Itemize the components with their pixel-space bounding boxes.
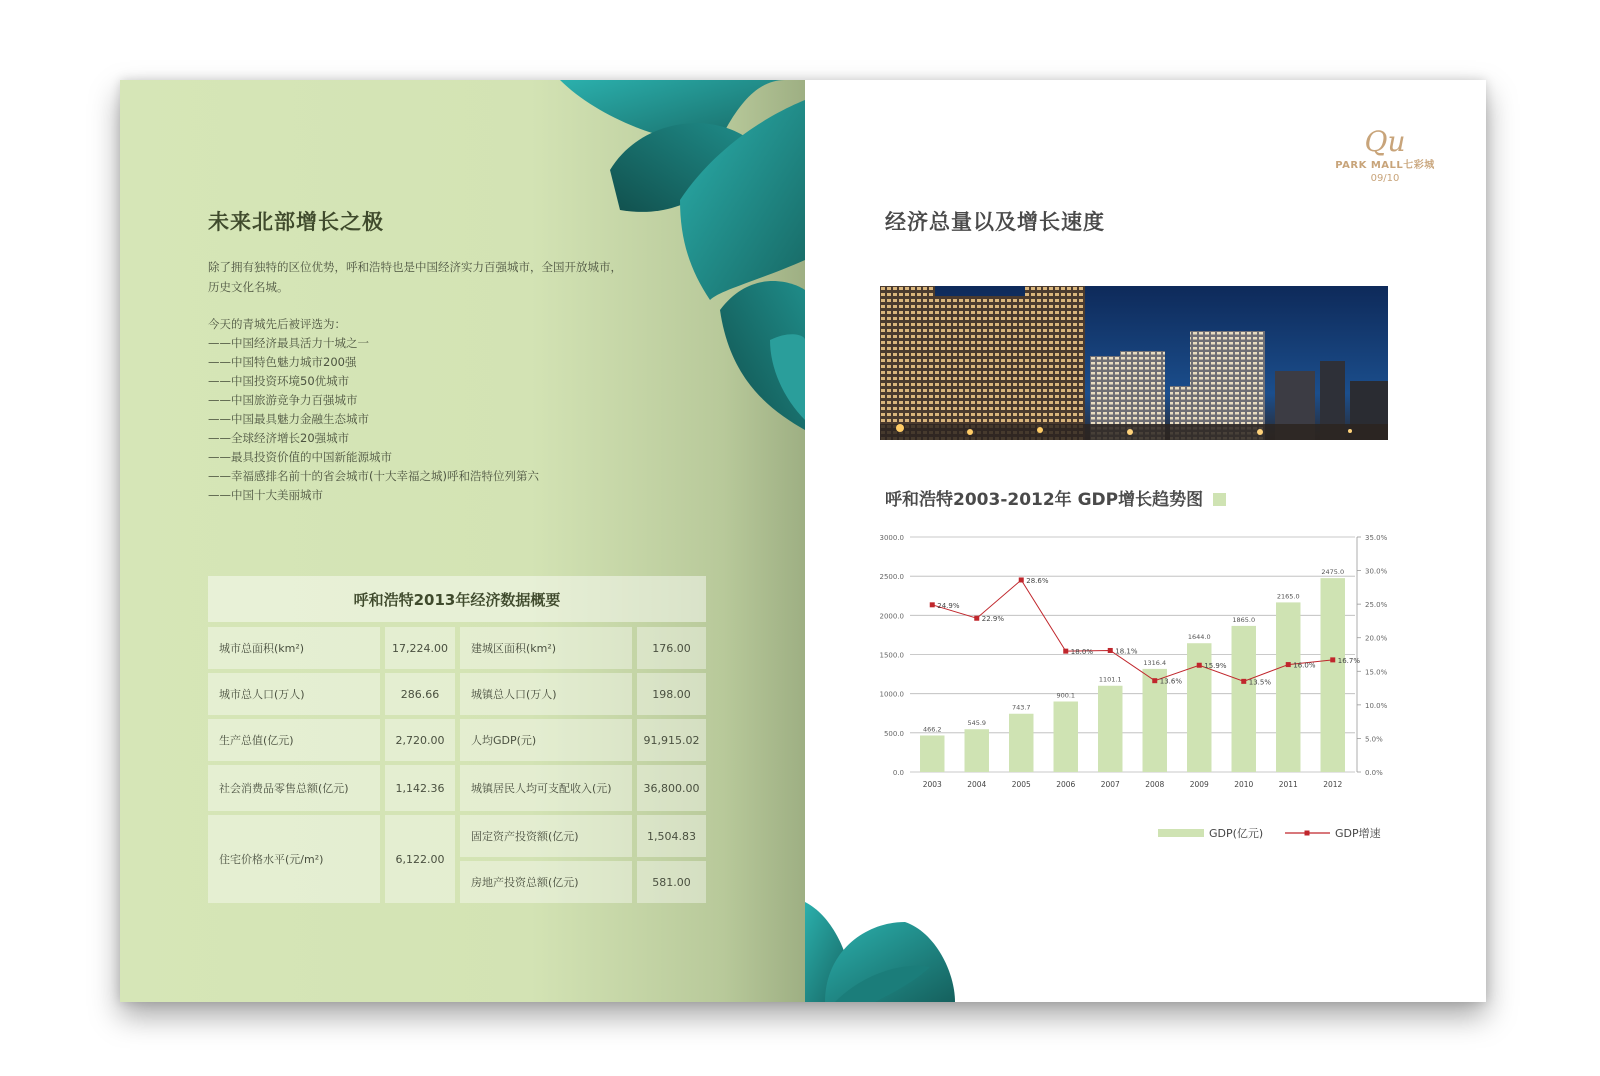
y2-tick-label: 5.0% [1365, 735, 1383, 744]
bar-value-label: 1101.1 [1098, 675, 1122, 684]
bar-value-label: 2475.0 [1321, 568, 1345, 577]
table-cell-value: 1,142.36 [385, 765, 455, 811]
list-item: ——中国特色魅力城市200强 [208, 355, 357, 369]
list-item: ——中国最具魅力金融生态城市 [208, 412, 369, 426]
table-cell-label: 固定资产投资额(亿元) [460, 815, 632, 857]
table-cell-label: 生产总值(亿元) [208, 719, 380, 761]
bar-value-label: 466.2 [922, 725, 942, 734]
growth-rate-point [1019, 577, 1024, 582]
bar-value-label: 1865.0 [1232, 615, 1256, 624]
gdp-bar [1009, 714, 1033, 772]
gdp-chart [865, 525, 1425, 855]
table-cell-value: 176.00 [637, 627, 706, 669]
park-mall-logo [1330, 125, 1440, 184]
table-cell-value: 91,915.02 [637, 719, 706, 761]
list-item: ——中国十大美丽城市 [208, 488, 323, 502]
gdp-bar [1054, 701, 1078, 772]
x-tick-label: 2005 [1011, 780, 1031, 789]
gdp-bar [1098, 686, 1122, 772]
y2-tick-label: 15.0% [1365, 668, 1388, 677]
growth-rate-label: 18.1% [1115, 647, 1138, 656]
growth-rate-point [1108, 648, 1113, 653]
growth-rate-point [1152, 678, 1157, 683]
gdp-bar [1321, 578, 1345, 772]
legend-label-growth: GDP增速 [1335, 827, 1381, 840]
right-page-title: 经济总量以及增长速度 [885, 210, 1105, 234]
y2-tick-label: 30.0% [1365, 567, 1388, 576]
y-tick-label: 1000.0 [879, 690, 904, 699]
table-cell-value: 286.66 [385, 673, 455, 715]
growth-rate-label: 13.5% [1248, 678, 1271, 687]
page-number: 09/10 [1370, 173, 1400, 184]
x-tick-label: 2007 [1100, 780, 1120, 789]
y-tick-label: 3000.0 [879, 534, 904, 542]
growth-rate-label: 15.9% [1204, 662, 1227, 671]
gdp-bar [920, 735, 944, 772]
table-title: 呼和浩特2013年经济数据概要 [208, 576, 706, 622]
legend-bar-swatch [1158, 829, 1204, 837]
list-item: ——全球经济增长20强城市 [208, 431, 350, 445]
growth-rate-line [932, 580, 1333, 681]
growth-rate-label: 18.0% [1070, 648, 1093, 657]
table-cell-label: 住宅价格水平(元/m²) [208, 815, 380, 903]
growth-rate-point [1241, 679, 1246, 684]
bar-value-label: 900.1 [1056, 691, 1076, 700]
bar-value-label: 545.9 [967, 719, 987, 728]
table-cell-label: 社会消费品零售总额(亿元) [208, 765, 380, 811]
growth-rate-point [1197, 663, 1202, 668]
intro-paragraph: 除了拥有独特的区位优势，呼和浩特也是中国经济实力百强城市，全国开放城市，历史文化名城。 [208, 260, 622, 294]
bar-value-label: 743.7 [1011, 703, 1031, 712]
growth-rate-label: 24.9% [937, 601, 960, 610]
growth-rate-point [930, 602, 935, 607]
table-cell-label: 城市总面积(km²) [208, 627, 380, 669]
table-cell-label: 城镇总人口(万人) [460, 673, 632, 715]
city-night-photo [880, 286, 1388, 440]
table-cell-value: 17,224.00 [385, 627, 455, 669]
x-tick-label: 2004 [967, 780, 987, 789]
table-cell-value: 581.00 [637, 861, 706, 903]
table-cell-label: 人均GDP(元) [460, 719, 632, 761]
x-tick-label: 2006 [1056, 780, 1076, 789]
x-tick-label: 2011 [1278, 780, 1298, 789]
y-tick-label: 1500.0 [879, 651, 904, 660]
x-tick-label: 2003 [922, 780, 942, 789]
y2-tick-label: 10.0% [1365, 701, 1388, 710]
growth-rate-label: 22.9% [981, 615, 1004, 624]
title-square-icon [1213, 493, 1226, 506]
table-cell-value: 36,800.00 [637, 765, 706, 811]
growth-rate-label: 16.7% [1337, 656, 1360, 665]
legend-label-gdp: GDP(亿元) [1209, 827, 1264, 840]
x-tick-label: 2009 [1189, 780, 1209, 789]
gdp-bar [1232, 626, 1256, 772]
list-item: ——中国投资环境50优城市 [208, 374, 350, 388]
growth-rate-point [1063, 649, 1068, 654]
x-tick-label: 2008 [1145, 780, 1165, 789]
gdp-bar [965, 729, 989, 772]
x-tick-label: 2010 [1234, 780, 1254, 789]
growth-rate-label: 16.0% [1293, 661, 1316, 670]
right-page [805, 80, 1486, 1002]
table-cell-value: 198.00 [637, 673, 706, 715]
y-tick-label: 0.0 [892, 769, 904, 777]
list-item: ——最具投资价值的中国新能源城市 [208, 450, 392, 464]
y2-tick-label: 20.0% [1365, 634, 1388, 643]
y-tick-label: 500.0 [883, 729, 904, 738]
y-tick-label: 2000.0 [879, 612, 904, 621]
left-page [120, 80, 805, 1002]
y-tick-label: 2500.0 [879, 573, 904, 582]
legend-line-marker [1305, 831, 1310, 836]
bar-value-label: 2165.0 [1276, 592, 1300, 601]
growth-rate-point [1330, 657, 1335, 662]
table-cell-value: 2,720.00 [385, 719, 455, 761]
growth-rate-point [974, 616, 979, 621]
gdp-bar [1276, 602, 1300, 772]
brochure-spread [120, 80, 1486, 1002]
y2-tick-label: 35.0% [1365, 534, 1388, 542]
list-item: ——中国旅游竞争力百强城市 [208, 393, 358, 407]
table-cell-value: 6,122.00 [385, 815, 455, 903]
growth-rate-point [1286, 662, 1291, 667]
chart-title [885, 485, 1226, 510]
y2-tick-label: 0.0% [1365, 769, 1383, 777]
logo-brand-text: PARK MALL七彩城 [1335, 160, 1435, 171]
list-heading: 今天的青城先后被评选为： [208, 317, 346, 331]
table-cell-value: 1,504.83 [637, 815, 706, 857]
table-cell-label: 城市总人口(万人) [208, 673, 380, 715]
table-cell-label: 房地产投资总额(亿元) [460, 861, 632, 903]
bar-value-label: 1644.0 [1187, 633, 1211, 642]
y2-tick-label: 25.0% [1365, 601, 1388, 610]
x-tick-label: 2012 [1323, 780, 1343, 789]
bar-value-label: 1316.4 [1143, 658, 1167, 667]
table-cell-label: 建城区面积(km²) [460, 627, 632, 669]
list-item: ——中国经济最具活力十城之一 [208, 336, 369, 350]
table-cell-label: 城镇居民人均可支配收入(元) [460, 765, 632, 811]
left-page-title: 未来北部增长之极 [208, 210, 384, 234]
growth-rate-label: 13.6% [1159, 677, 1182, 686]
teal-leaves-decoration-bottom [805, 862, 1005, 1002]
chart-title-text: 呼和浩特2003-2012年 GDP增长趋势图 [885, 490, 1204, 510]
growth-rate-label: 28.6% [1026, 576, 1049, 585]
list-item: ——幸福感排名前十的省会城市(十大幸福之城)呼和浩特位列第六 [208, 469, 539, 483]
logo-script: Qu [1364, 125, 1406, 158]
